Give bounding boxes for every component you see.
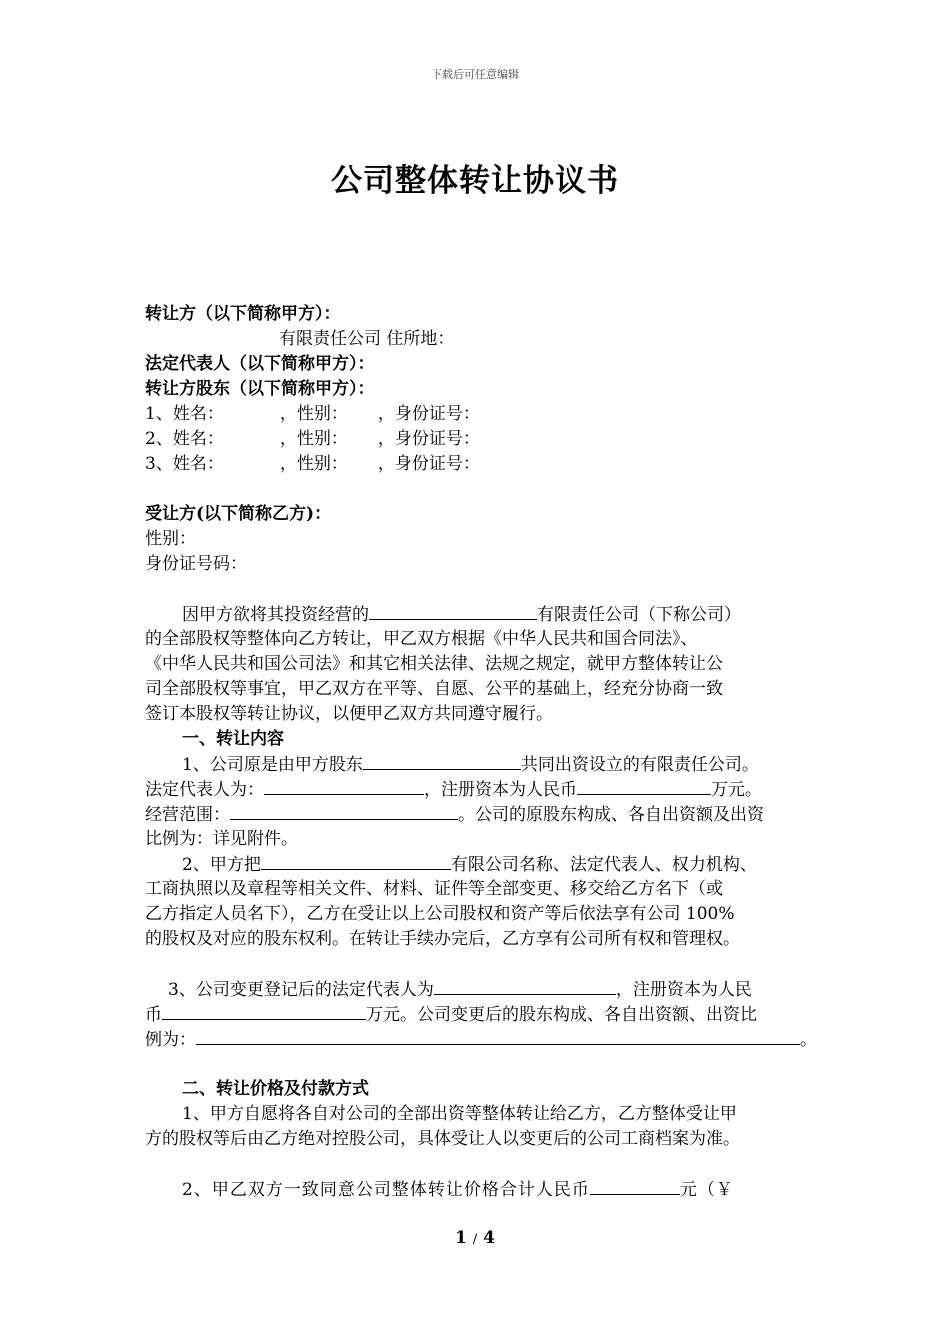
blank-field [434, 977, 616, 995]
section1-line: 币 万元。公司变更后的股东构成、各自出资额、出资比 [145, 1002, 757, 1027]
blank-field [162, 1002, 366, 1020]
shareholder-gender-label: ，性别： [279, 454, 348, 474]
intro-line: 因甲方欲将其投资经营的 有限责任公司（下称公司） [182, 602, 741, 627]
blank-field [196, 1027, 800, 1045]
shareholder-row [145, 402, 480, 426]
section1-line: 2、甲方把 有限公司名称、法定代表人、权力机构、 [182, 852, 757, 877]
party-a-company-line: 有限责任公司 住所地： [279, 329, 455, 349]
section1-line: 乙方指定人员名下），乙方在受让以上公司股权和资产等后依法享有公司 100% [145, 904, 735, 924]
section2-line: 1、甲方自愿将各自对公司的全部出资等整体转让给乙方，乙方整体受让甲 [182, 1104, 737, 1124]
intro-line: 司全部股权等事宜，甲乙双方在平等、自愿、公平的基础上，经充分协商一致 [145, 679, 723, 699]
blank-field [230, 802, 458, 820]
section2-line: 2、甲乙双方一致同意公司整体转让价格合计人民币 元（￥ [182, 1177, 734, 1202]
section1-line: 经营范围： 。公司的原股东构成、各自出资额及出资 [145, 802, 764, 827]
shareholder-id-label: ，身份证号： [377, 404, 480, 424]
shareholder-name-label: 2、姓名： [145, 429, 224, 449]
blank-field [264, 777, 424, 795]
shareholder-id-label: ，身份证号： [377, 429, 480, 449]
shareholder-row [145, 452, 480, 476]
section2-heading: 二、转让价格及付款方式 [182, 1079, 369, 1099]
section1-line: 3、公司变更登记后的法定代表人为 ，注册资本为人民 [168, 977, 752, 1002]
shareholder-id-label: ，身份证号： [377, 454, 480, 474]
blank-field [369, 602, 537, 620]
section1-line: 的股权及对应的股东权利。在转让手续办完后，乙方享有公司所有权和管理权。 [145, 929, 740, 949]
section1-line: 1、公司原是由甲方股东 共同出资设立的有限责任公司。 [182, 752, 759, 777]
legal-rep-heading: 法定代表人（以下简称甲方）： [145, 354, 375, 374]
intro-line: 签订本股权等转让协议，以便甲乙双方共同遵守履行。 [145, 704, 553, 724]
party-b-id: 身份证号码： [145, 554, 247, 574]
party-a-heading: 转让方（以下简称甲方）： [145, 304, 341, 324]
section1-line: 例为： 。 [145, 1027, 817, 1052]
blank-field [577, 777, 711, 795]
section1-heading: 一、转让内容 [182, 729, 284, 749]
shareholder-row [145, 427, 480, 451]
party-b-gender: 性别： [145, 529, 196, 549]
header-note: 下载后可任意编辑 [431, 68, 519, 81]
blank-field [261, 852, 451, 870]
section2-line: 方的股权等后由乙方绝对控股公司，具体受让人以变更后的公司工商档案为准。 [145, 1129, 740, 1149]
section1-line: 比例为：详见附件。 [145, 829, 298, 849]
blank-field [590, 1177, 680, 1195]
section1-line: 工商执照以及章程等相关文件、材料、证件等全部变更、移交给乙方名下（或 [145, 879, 723, 899]
shareholder-name-label: 1、姓名： [145, 404, 224, 424]
page-separator: / [472, 1232, 478, 1247]
shareholders-heading: 转让方股东（以下简称甲方）： [145, 379, 375, 399]
shareholder-name-label: 3、姓名： [145, 454, 224, 474]
page-current: 1 [455, 1228, 467, 1248]
intro-line: 的全部股权等整体向乙方转让，甲乙双方根据《中华人民共和国合同法》、 [145, 629, 698, 649]
page-number [0, 1228, 950, 1248]
shareholder-gender-label: ，性别： [279, 429, 348, 449]
section1-line: 法定代表人为： ，注册资本为人民币 万元。 [145, 777, 762, 802]
party-b-heading: 受让方(以下简称乙方)： [145, 504, 332, 524]
document-title: 公司整体转让协议书 [331, 163, 619, 199]
shareholder-gender-label: ，性别： [279, 404, 348, 424]
blank-field [363, 752, 521, 770]
page-total: 4 [483, 1228, 495, 1248]
intro-line: 《中华人民共和国公司法》和其它相关法律、法规之规定，就甲方整体转让公 [145, 654, 723, 674]
